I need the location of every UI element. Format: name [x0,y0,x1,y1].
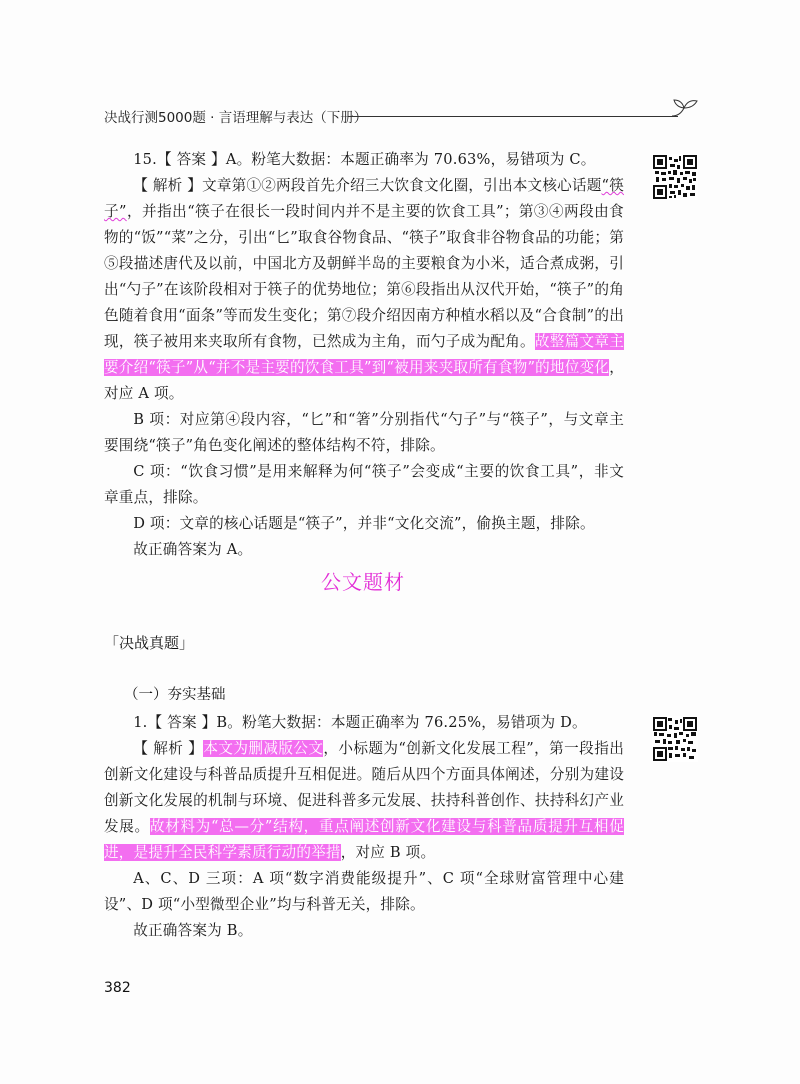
qr-code-icon[interactable] [652,716,698,762]
option-d-analysis: D 项：文章的核心话题是“筷子”，并非“文化交流”，偷换主题，排除。 [133,515,595,532]
subsection-heading [104,632,194,653]
bracket-open: 「 [104,634,120,652]
bracket-close: 」 [179,634,195,652]
qr-code-icon[interactable] [652,154,698,200]
subsection-label: 决战真题 [119,634,180,652]
answer-text: A。粉笔大数据：本题正确率为 70.63%，易错项为 C。 [225,151,596,168]
conclusion: 故正确答案为 A。 [133,541,253,558]
analysis-end: ，对应 A 项。 [104,359,624,402]
page-number: 382 [104,980,131,996]
answer-label: 1.【 答案 】 [133,714,217,731]
leaf-sprout-icon [670,96,700,124]
analysis-paragraph [104,173,624,407]
option-b-analysis: B 项：对应第④段内容，“匕”和“箸”分别指代“勺子”与“筷子”，与文章主要围绕“筷子”角色变化阐述的整体结构不符，排除。 [104,411,624,454]
running-header [0,100,800,134]
header-rule [348,116,678,117]
highlighted-phrase: 本文为删减版公文 [203,740,324,757]
answer-label: 15.【 答案 】 [133,151,226,168]
section-title: 公文题材 [321,570,405,594]
option-acd-analysis: A、C、D 三项：A 项“数字消费能级提升”、C 项“全球财富管理中心建设”、D 项“小型微型企业”均与科普无关，排除。 [104,870,624,913]
highlighted-conclusion: 故材料为“总—分”结构，重点阐述创新文化建设与科普品质提升互相促进，是提升全民科学素质行动的举措 [104,818,624,861]
answer-line [104,710,624,736]
highlighted-conclusion: 故整篇文章主要介绍“筷子”从“并不是主要的饮食工具”到“被用来夹取所有食物”的地位变化 [104,333,624,376]
analysis-label: 【 解析 】 [133,740,204,757]
wavy-underlined-keyword: “筷子” [104,177,625,220]
answer-line [104,147,624,173]
analysis-text-continued: ，并指出“筷子在很长一段时间内并不是主要的饮食工具”；第③④两段由食物的“饭”“菜”之分，引出“匕”取食谷物食品、“筷子”取食非谷物食品的功能；第⑤段描述唐代及以前，中国北方及朝鲜半岛的主要粮食为小米，适合煮成粥，引出“勺子”在该阶段相对于筷子的优势地位；第⑥段指出从汉代开始，“筷子”的角色随着食用“面条”等而发生变化；第⑦段介绍因南方种植水稻以及“合食制”的出现，筷子被用来夹取所有食物，已然成为主角，而勺子成为配角。 [104,203,624,350]
analysis-paragraph [104,736,624,866]
question-15-explanation [104,147,624,563]
answer-text: B。粉笔大数据：本题正确率为 76.25%，易错项为 D。 [216,714,587,731]
option-c-analysis: C 项：“饮食习惯”是用来解释为何“筷子”会变成“主要的饮食工具”，非文章重点，排除。 [104,463,624,506]
question-1-explanation [104,710,624,944]
conclusion: 故正确答案为 B。 [133,922,253,939]
analysis-text: 文章第①②两段首先介绍三大饮食文化圈，引出本文核心话题 [202,177,602,194]
analysis-end: ，对应 B 项。 [340,844,436,861]
header-title: 决战行测5000题 · 言语理解与表达（下册） [104,110,368,126]
subsubsection-heading: （一）夯实基础 [124,687,226,703]
analysis-text: ，小标题为“创新文化发展工程”，第一段指出创新文化建设与科普品质提升互相促进。随后从四个方面具体阐述，分别为建设创新文化发展的机制与环境、促进科普多元发展、扶持科普创作、扶持科幻产业发展。 [104,740,624,835]
analysis-label: 【 解析 】 [133,177,203,194]
